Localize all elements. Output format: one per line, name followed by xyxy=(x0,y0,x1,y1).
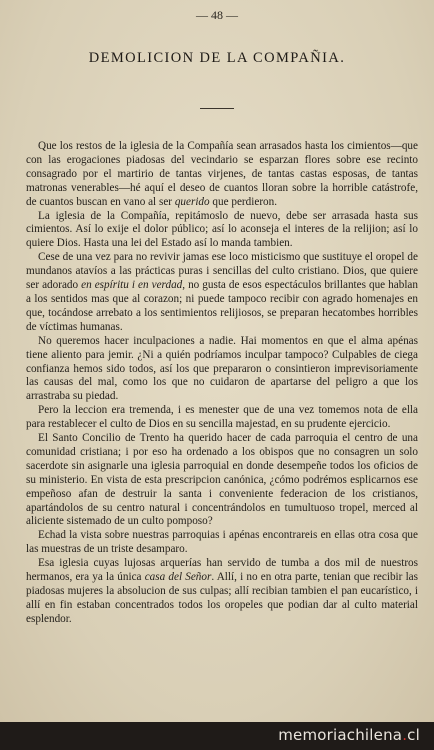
paragraph xyxy=(26,335,418,405)
article-body xyxy=(26,140,418,627)
paragraph-text: No queremos hacer inculpaciones a nadie. Hai momentos en que el alma apénas tiene aliento para jemir. ¿Ni a quién podríamos inculpar tampoco? Culpables de ciega confianza hemos sido todos, así los que prepararon o consintieron imprevisoriamente las causas del mal, como los que no cuidaron de apartarse del peligro a que los arrastraba su piedad. xyxy=(26,334,418,403)
italic-text: casa del Señor xyxy=(144,571,212,584)
paragraph xyxy=(26,210,418,252)
paragraph-text: que perdieron. xyxy=(209,195,278,208)
paragraph xyxy=(26,251,418,334)
paragraph xyxy=(26,432,418,529)
paragraph-text: La iglesia de la Compañía, repitámoslo de nuevo, debe ser arrasada hasta sus cimientos. Así lo exije el dolor público; así lo aconseja el interes de la relijion; así lo quiere Dios. Hasta una lei del Estado así lo manda tambien. xyxy=(26,209,418,250)
paragraph-text: El Santo Concilio de Trento ha querido hacer de cada parroquia el centro de una comunidad cristiana; i por eso ha ordenado a los obispos que no consagren un solo sacerdote sin asignarle una iglesia parroquial en donde desempeñe todos los oficios de su ministerio. En vista de esta prescripcion canónica, ¿cómo podrémos esplicarnos ese empeñoso afan de destruir la santa i conveniente federacion de los cristianos, apartándolos de su centro natural i concentrándolos en tumultuoso tropel, merced al aliciente sistemado de un culto pomposo? xyxy=(26,432,418,528)
paragraph-text: . Allí, i no en otra parte, tenian que recibir las piadosas mujeres la absolucion de sus culpas; allí recibian tambien el pan eucarístico, i allí en fin estaban concentrados todos los oropeles que podian dar al culto material esplendor. xyxy=(26,571,418,625)
paragraph xyxy=(26,140,418,210)
watermark-tld: cl xyxy=(407,726,420,744)
paragraph xyxy=(26,529,418,557)
watermark-dot: . xyxy=(402,726,408,744)
page-title: DEMOLICION DE LA COMPAÑIA. xyxy=(88,50,346,66)
footer-bar xyxy=(0,722,434,750)
paragraph-text: Echad la vista sobre nuestras parroquias i apénas encontrareis en ellas otra cosa que las muestras de un triste desamparo. xyxy=(26,529,418,556)
title-divider xyxy=(200,108,234,109)
memoriachilena-logo xyxy=(278,726,420,744)
paragraph-text: , no gusta de esos espectáculos brillantes que hablan a los sentidos mas que al corazon; ni puede tampoco recibir con agrado homenajes en que, tocándose arrebato a los sentimientos relijiosos, se preparan hecatombes horribles de víctimas humanas. xyxy=(26,279,418,333)
italic-text: en espíritu i en verdad xyxy=(81,279,183,292)
paragraph xyxy=(26,404,418,432)
page-number: — 48 — xyxy=(196,8,238,22)
paragraph xyxy=(26,557,418,627)
italic-text: querido xyxy=(174,195,210,208)
watermark-brand: memoriachilena xyxy=(278,726,403,744)
paragraph-text: Cese de una vez para no revivir jamas ese loco misticismo que sustituye el oropel de mundanos atavíos a las prácticas puras i sencillas del culto cristiano. Dios, que quiere ser adorado xyxy=(26,251,418,292)
paragraph-text: Que los restos de la iglesia de la Compañía sean arrasados hasta los cimientos—que con las erogaciones piadosas del vecindario se esparzan flores sobre ese recinto consagrado por el martirio de tantas virjenes, de tantas castas esposas, de tantas matronas venerables—hé aquí el deseo de cuantos lloran sobre la horrible catástrofe, de cuantos buscan en vano al ser xyxy=(26,140,418,208)
paragraph-text: Pero la leccion era tremenda, i es menester que de una vez tomemos nota de ella para restablecer el culto de Dios en su sencilla majestad, en su prudente ejercicio. xyxy=(26,404,418,431)
paragraph-text: Esa iglesia cuyas lujosas arquerías han servido de tumba a dos mil de nuestros hermanos, era ya la única xyxy=(26,557,418,584)
